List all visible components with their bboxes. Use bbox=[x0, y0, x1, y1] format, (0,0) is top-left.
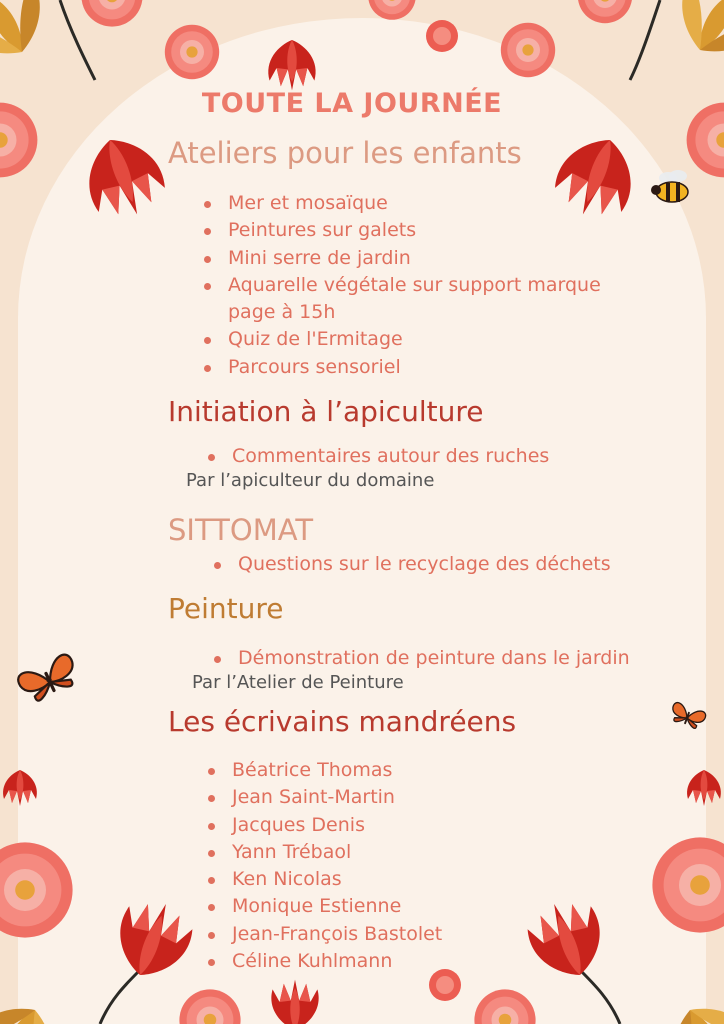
list-item: Commentaires autour des ruches bbox=[206, 443, 549, 470]
apiculture-credit: Par l’apiculteur du domaine bbox=[186, 470, 435, 491]
page-title: TOUTE LA JOURNÉE bbox=[201, 88, 503, 119]
list-item: Jean-François Bastolet bbox=[206, 921, 442, 948]
list-item: Quiz de l'Ermitage bbox=[202, 326, 601, 353]
sittomat-list bbox=[212, 551, 611, 578]
peinture-list bbox=[212, 645, 630, 672]
list-item: Ken Nicolas bbox=[206, 866, 442, 893]
list-item: Peintures sur galets bbox=[202, 217, 601, 244]
list-item: Mini serre de jardin bbox=[202, 245, 601, 272]
list-item: Jean Saint-Martin bbox=[206, 784, 442, 811]
list-item: Monique Estienne bbox=[206, 893, 442, 920]
list-item: Parcours sensoriel bbox=[202, 354, 601, 381]
kids-activity-list bbox=[202, 190, 601, 381]
apiculture-list bbox=[206, 443, 549, 470]
list-item: Questions sur le recyclage des déchets bbox=[212, 551, 611, 578]
list-item: Jacques Denis bbox=[206, 812, 442, 839]
section-heading-sittomat: SITTOMAT bbox=[168, 513, 314, 547]
list-item: Mer et mosaïque bbox=[202, 190, 601, 217]
list-item: Démonstration de peinture dans le jardin bbox=[212, 645, 630, 672]
section-heading-peinture: Peinture bbox=[168, 592, 284, 625]
list-item-continuation: page à 15h bbox=[228, 301, 336, 324]
list-item: Aquarelle végétale sur support marque bbox=[202, 272, 601, 299]
section-heading-apiculture: Initiation à l’apiculture bbox=[168, 395, 484, 428]
ecrivains-list bbox=[206, 757, 442, 975]
list-item: Céline Kuhlmann bbox=[206, 948, 442, 975]
list-item: Yann Trébaol bbox=[206, 839, 442, 866]
section-heading-ecrivains: Les écrivains mandréens bbox=[168, 705, 517, 738]
list-item: Béatrice Thomas bbox=[206, 757, 442, 784]
peinture-credit: Par l’Atelier de Peinture bbox=[192, 672, 404, 693]
section-heading-kids: Ateliers pour les enfants bbox=[168, 136, 522, 170]
